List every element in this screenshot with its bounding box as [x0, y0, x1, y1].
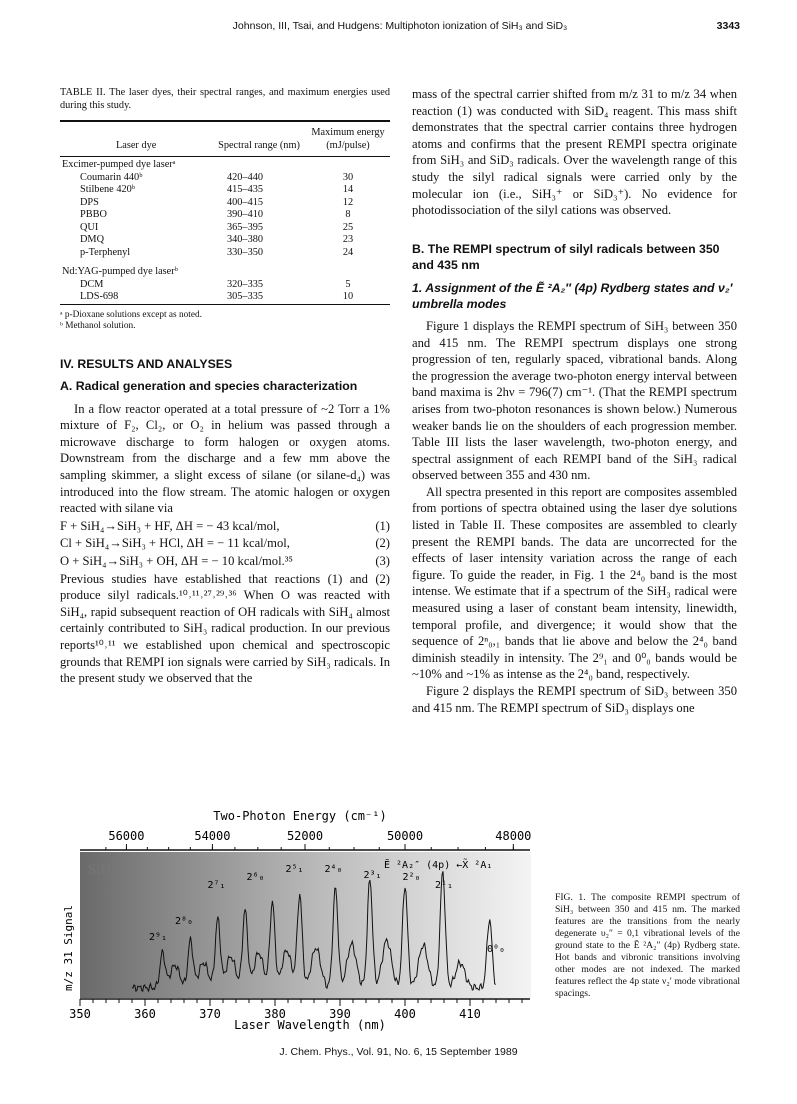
equation-2 [60, 535, 390, 552]
table-cell-dye: Coumarin 440ᵇ [80, 171, 143, 183]
table-cell-dye: DPS [80, 196, 99, 208]
subheading-a: A. Radical generation and species characterization [60, 379, 358, 394]
band-label: 2⁸₀ [174, 916, 194, 927]
top-tick-label: 54000 [194, 829, 231, 843]
table-cell-dye: DMQ [80, 234, 105, 245]
bottom-tick-label: 410 [459, 1007, 481, 1021]
table-cell-range: 305–335 [226, 291, 264, 302]
running-title: Johnson, III, Tsai, and Hudgens: Multiphoton ionization of SiH₃ and SiD₃ [232, 20, 568, 32]
band-label: 0⁰₀ [486, 944, 506, 955]
table-row [60, 209, 390, 222]
table-cell-dye: PBBO [80, 209, 107, 220]
table-caption: TABLE II. The laser dyes, their spectral ranges, and maximum energies used during this study. [60, 87, 390, 111]
table-row [60, 222, 390, 235]
band-label: 2⁹₁ [148, 932, 168, 943]
equation-3 [60, 553, 390, 570]
page-footer: J. Chem. Phys., Vol. 91, No. 6, 15 September 1989 [279, 1046, 518, 1058]
bottom-axis-title: Laser Wavelength (nm) [234, 1018, 386, 1032]
equation-number: (2) [375, 536, 390, 551]
band-label: 2⁷₁ [207, 880, 226, 891]
table-cell-range: 420–440 [226, 171, 264, 183]
table-row [60, 172, 390, 185]
subheading-b1: 1. Assignment of the Ẽ ²A₂″ (4p) Rydberg states and ν₂′ umbrella modes [412, 280, 733, 311]
bottom-tick-label: 380 [264, 1007, 286, 1021]
top-tick-label: 48000 [495, 829, 532, 843]
equation-text: O + SiH₄→SiH₃ + OH, ΔH = − 10 kcal/mol.³⁵ [60, 554, 293, 569]
equation-text: Cl + SiH₄→SiH₃ + HCl, ΔH = − 11 kcal/mol, [60, 536, 290, 551]
table-row [60, 247, 390, 260]
paragraph: Figure 2 displays the REMPI spectrum of SiD₃ between 350 and 415 nm. The REMPI spectrum of SiD₃ displays one [412, 684, 737, 715]
subheading-b: B. The REMPI spectrum of silyl radicals between 350 and 435 nm [412, 241, 720, 273]
paragraph: Figure 1 displays the REMPI spectrum of SiH₃ between 350 and 415 nm. The REMPI spectrum displays one strong progression of ten, regularly spaced, vibrational bands. Along the progression the average two-photon energy interval between band maxima is 2hν = 796(7) cm⁻¹. (That the REMPI spectrum arises from two-photon resonances is shown below.) Numerous weaker bands lie on the shoulders of each progression member. Table III lists the laser wavelength, two-photon energy, and spectral assignment of each REMPI band of the SiH₃ radical observed between 355 and 430 nm. [412, 318, 737, 483]
table-cell-dye: Stilbene 420ᵇ [80, 184, 135, 195]
top-tick-label: 52000 [286, 829, 324, 843]
table-cell-energy: 25 [342, 221, 354, 233]
running-header [60, 20, 740, 36]
band-label: 2¹₁ [434, 880, 454, 891]
species-label: SiH₃ [88, 862, 117, 878]
rempi-spectrum-plot [60, 808, 540, 1033]
col-header-dye: Laser dye [60, 121, 212, 157]
table-cell-dye: LDS-698 [80, 291, 119, 302]
band-label: 2²₀ [402, 872, 421, 883]
plot-area [80, 852, 531, 998]
table-cell-energy: 5 [345, 278, 351, 290]
table-cell-energy: 10 [342, 291, 354, 302]
bottom-tick-label: 350 [69, 1007, 91, 1021]
paragraph: mass of the spectral carrier shifted from m/z 31 to m/z 34 when reaction (1) was conducted with SiD₄ reagent. This mass shift demonstrates that the spectral carrier contains three hydrogen atoms and confirms that the present REMPI spectra originate from SiH₃ and SiD₃ radicals. Over the wavelength range of this study the silyl radical signals were carried only by the molecular ion (i.e., SiH₃⁺ or SiD₃⁺). No evidence for photodissociation of the silyl cations was observed. [412, 87, 737, 218]
equation-number: (1) [375, 518, 390, 533]
table-cell-energy: 23 [342, 234, 354, 245]
table-cell-range: 365–395 [226, 221, 264, 233]
equation-number: (3) [375, 554, 390, 569]
top-tick-label: 50000 [386, 829, 424, 843]
table-cell-energy: 24 [342, 246, 354, 258]
paragraph: In a flow reactor operated at a total pressure of ~2 Torr a 1% mixture of F₂, Cl₂, or O₂ in helium was passed through a microwave discharge to form halogen or oxygen atoms. Downstream from the discharge and a few mm above the sampling skimmer, a slight excess of silane (or silane-d₄) was introduced into the flow stream. The atomic halogen or oxygen reacted with silane via [60, 401, 390, 516]
footnote-b: ᵇ Methanol solution. [60, 321, 136, 331]
table-cell-range: 320–335 [226, 278, 264, 290]
top-tick-label: 56000 [108, 829, 145, 843]
table-row [60, 184, 390, 197]
table-cell-energy: 8 [345, 209, 351, 220]
section-heading: IV. RESULTS AND ANALYSES [60, 356, 233, 371]
band-label: 2⁴₀ [324, 864, 343, 875]
y-axis-title: m/z 31 Signal [62, 904, 75, 992]
table-row [60, 291, 390, 304]
paragraph: Previous studies have established that reactions (1) and (2) produce silyl radicals.¹⁰˒¹¹˒²⁷˒²⁹˒³⁶ When O was reacted with SiH₄, rapid subsequent reaction of OH radicals with SiH₄ almost certainly contributed to SiH₃ radical production. In our previous reports¹⁰˒¹¹ we established upon chemical and spectroscopic grounds that REMPI ion signals were carried by SiH₃ radicals. In the present study we observed that the [60, 571, 390, 686]
bottom-tick-label: 360 [134, 1007, 156, 1021]
band-label: 2³₁ [363, 870, 382, 881]
table-cell-energy: 30 [342, 171, 354, 183]
table-row [60, 234, 390, 247]
footnote-a: ᵃ p-Dioxane solutions except as noted. [60, 309, 202, 320]
bottom-tick-label: 370 [199, 1007, 221, 1021]
top-axis [106, 829, 532, 850]
col-header-range: Spectral range (nm) [212, 121, 306, 157]
figure-caption: FIG. 1. The composite REMPI spectrum of SiH₃ between 350 and 415 nm. The marked features are the transitions from the nearly degenerate υ₂″ = 0,1 vibrational levels of the ground state to the Ẽ ²A₂″ (4p) Rydberg state. Hot bands and vibronic transitions involving other modes are not indexed. The marked features reflect the 4p state ν₂′ mode vibrational spacings. [555, 892, 740, 999]
figure-1 [60, 808, 540, 1033]
group-label: Nd:YAG-pumped dye laserᵇ [62, 266, 178, 277]
table-cell-range: 415–435 [226, 184, 264, 195]
table-cell-energy: 12 [342, 196, 354, 208]
table-cell-dye: DCM [80, 278, 104, 290]
table-cell-dye: QUI [80, 221, 99, 233]
laser-dye-table [60, 120, 390, 305]
page-number: 3343 [716, 20, 740, 32]
equation-1 [60, 518, 390, 535]
bottom-tick-label: 400 [394, 1007, 416, 1021]
band-label: 2⁵₁ [285, 864, 304, 875]
paragraph: All spectra presented in this report are composites assembled from portions of spectra obtained using the laser dye solutions listed in Table II. These composites are assembled to clearly present the REMPI bands. The data are uncorrected for the effects of laser intensity variation across the range of each figure. To guide the reader, in Fig. 1 the 2⁴₀ band is the most intense. We estimate that if a spectrum of the SiH₃ radical were measured using a laser of constant beam intensity, linewidth, temporal profile, and divergence; it would show that the sequence of 2ⁿ₀,₁ bands that lie above and below the 2⁴₀ band diminish steadily in intensity. The 2⁹₁ and 0⁰₀ bands would be ~10% and ~1% as intense as the 2⁴₀ band, respectively. [412, 484, 737, 682]
group-label: Excimer-pumped dye laserᵃ [62, 159, 176, 170]
col-header-energy: Maximum energy (mJ/pulse) [306, 121, 390, 157]
equation-text: F + SiH₄→SiH₃ + HF, ΔH = − 43 kcal/mol, [60, 518, 280, 533]
table-cell-dye: p-Terphenyl [80, 246, 131, 258]
bottom-tick-label: 390 [329, 1007, 351, 1021]
table-group-row [60, 264, 390, 279]
table-cell-range: 390–410 [226, 209, 264, 220]
table-cell-range: 340–380 [226, 234, 264, 245]
table-row [60, 279, 390, 292]
table-group-row [60, 157, 390, 172]
table-cell-energy: 14 [342, 184, 354, 195]
table-cell-range: 330–350 [226, 246, 264, 258]
table-row [60, 197, 390, 210]
right-column [412, 86, 737, 716]
band-label: 2⁶₀ [246, 872, 265, 883]
left-column [60, 86, 390, 687]
table-cell-range: 400–415 [226, 196, 264, 208]
transition-label: Ẽ ²A₂″ (4p) ←X̃ ²A₁ [384, 860, 493, 871]
top-axis-title: Two-Photon Energy (cm⁻¹) [213, 809, 387, 823]
